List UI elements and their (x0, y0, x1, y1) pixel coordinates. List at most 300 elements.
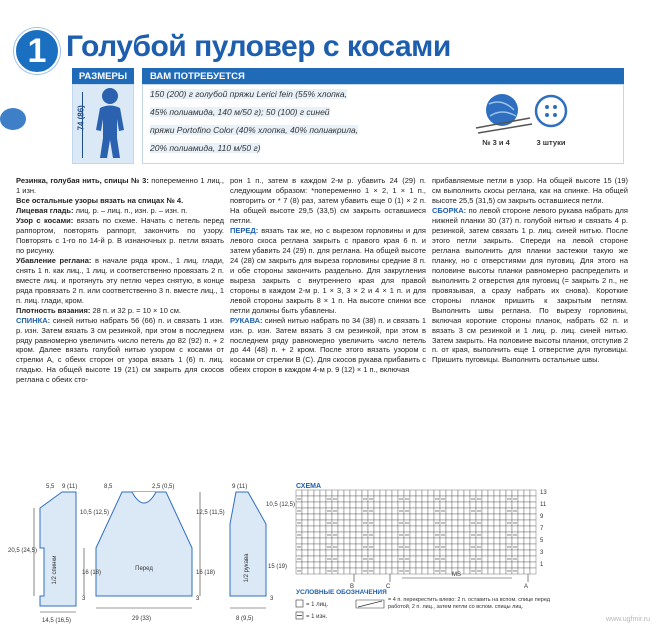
materials-label: ВАМ ПОТРЕБУЕТСЯ (142, 68, 624, 84)
schema-cell (524, 556, 530, 562)
schema-cell (500, 514, 506, 520)
schema-cell (452, 538, 458, 544)
schema-cell (386, 532, 392, 538)
schema-cell (338, 544, 344, 550)
schema-cell (320, 496, 326, 502)
schema-cell (320, 562, 326, 568)
schema-cell (464, 508, 470, 514)
schema-cell (386, 490, 392, 496)
schema-cell (356, 514, 362, 520)
schema-cell (332, 526, 338, 532)
schema-cell (386, 520, 392, 526)
schema-cell (470, 502, 476, 508)
schema-cell (326, 550, 332, 556)
schema-cell (464, 526, 470, 532)
schema-cell (338, 550, 344, 556)
schema-cell (518, 526, 524, 532)
smooth-text: лиц. р. – лиц. п., изн. р. – изн. п. (73, 205, 188, 215)
front-dim: 29 (33) (132, 616, 152, 622)
schema-cell (392, 526, 398, 532)
schema-cell (296, 502, 302, 508)
schema-cell (356, 496, 362, 502)
schema-cell (482, 562, 488, 568)
schema-cell (356, 490, 362, 496)
schema-cell (332, 514, 338, 520)
schema-cell (368, 514, 374, 520)
schema-cell (332, 490, 338, 496)
schema-cell (530, 520, 536, 526)
sleeve-dim: 3 (270, 596, 274, 602)
schema-cell (308, 544, 314, 550)
knitting-schema (292, 480, 560, 630)
schema-cell (524, 508, 530, 514)
schema-cell (392, 556, 398, 562)
schema-cell (320, 520, 326, 526)
schema-cell (416, 568, 422, 574)
schema-cell (338, 556, 344, 562)
schema-cell (326, 562, 332, 568)
needles-caption: № 3 и 4 (482, 138, 510, 147)
decrease-text: в начале ряда кром., 1 лиц. глади, снять 1 п. как лиц., 1 лиц. и соответственно провязать 2 п. вместе лиц. и протянуть эту петлю через снятую, в конце ряда провязать 2 п. или соответственно 3 п. вместе лиц., 1 п. лиц. глади, кром. (16, 255, 224, 305)
schema-cell (392, 544, 398, 550)
schema-cell (350, 502, 356, 508)
schema-cell (344, 526, 350, 532)
schema-cell (362, 538, 368, 544)
schema-cell (326, 502, 332, 508)
schema-cell (452, 544, 458, 550)
rib-title: Резинка, голубая нить, спицы № 3: (16, 176, 149, 185)
buttons-icon (534, 94, 568, 128)
schema-cell (356, 556, 362, 562)
schema-cell (446, 532, 452, 538)
schema-cell (314, 568, 320, 574)
schema-cell (476, 490, 482, 496)
schema-cell (344, 550, 350, 556)
schema-cell (314, 526, 320, 532)
schema-cell (398, 502, 404, 508)
schema-cell (518, 502, 524, 508)
sleeves-continued: прибавляемые петли в узор. На общей высоте 15 (19) см выполнить скосы реглана, как на спинке. На общей высоте 25,5 (31,5) см закрыть оставшиеся петли. (432, 176, 628, 205)
schema-cell (314, 520, 320, 526)
schema-cell (398, 514, 404, 520)
row-number: 11 (540, 502, 547, 508)
schema-cell (398, 538, 404, 544)
schema-cell (446, 496, 452, 502)
schema-cell (338, 502, 344, 508)
schema-cell (338, 514, 344, 520)
schema-cell (446, 556, 452, 562)
knit-symbol-icon (296, 600, 303, 607)
back-text: синей нитью набрать 56 (66) п. и связать 1 изн. р. изн. Затем вязать 3 см резинкой, при этом в последнем ряду равномерно увеличить число петель до 82 (92) п. + 2 кром. Далее вязать голубой нитью узором с косами от стрелки А, с обеих сторон от узора вязать 1 (6) п. лиц. гладью. На общей высоте 19 (21) см закрыть для скосов реглана с обеих сто- (16, 315, 224, 385)
schema-cell (422, 562, 428, 568)
schema-cell (476, 538, 482, 544)
schema-cell (464, 538, 470, 544)
schema-cell (518, 496, 524, 502)
schema-cell (410, 538, 416, 544)
front-dim: 16 (18) (196, 570, 216, 576)
schema-cell (494, 562, 500, 568)
schema-cell (404, 526, 410, 532)
schema-cell (356, 562, 362, 568)
sleeve-label: 1/2 рукава (244, 553, 250, 583)
schema-cell (296, 550, 302, 556)
schema-cell (374, 556, 380, 562)
schema-cell (350, 532, 356, 538)
schema-cell (302, 490, 308, 496)
schema-cell (452, 514, 458, 520)
legend-knit: = 1 лиц. (306, 602, 329, 608)
schema-cell (374, 544, 380, 550)
schema-cell (350, 508, 356, 514)
schema-cell (458, 496, 464, 502)
schema-cell (416, 556, 422, 562)
schema-cell (386, 502, 392, 508)
schema-cell (314, 556, 320, 562)
front-dim: 3 (196, 596, 200, 602)
schema-cell (386, 562, 392, 568)
schema-cell (428, 526, 434, 532)
schema-cell (500, 538, 506, 544)
schema-cell (464, 490, 470, 496)
schema-cell (368, 550, 374, 556)
schema-cell (344, 556, 350, 562)
schema-cell (494, 490, 500, 496)
schema-cell (524, 496, 530, 502)
schema-cell (332, 562, 338, 568)
schema-cell (506, 562, 512, 568)
schema-cell (368, 490, 374, 496)
schema-cell (314, 508, 320, 514)
schema-cell (308, 508, 314, 514)
schema-cell (380, 490, 386, 496)
schema-cell (308, 556, 314, 562)
schema-cell (314, 532, 320, 538)
sleeve-dim: 10,5 (12,5) (266, 502, 296, 508)
schema-cell (404, 514, 410, 520)
schema-cell (308, 538, 314, 544)
schema-title: СХЕМА (296, 483, 322, 490)
schema-cell (380, 496, 386, 502)
schema-cell (506, 550, 512, 556)
schema-cell (308, 496, 314, 502)
schema-cell (500, 508, 506, 514)
instructions-column-1 (16, 176, 224, 385)
schema-cell (392, 532, 398, 538)
back-title: СПИНКА: (16, 315, 51, 325)
schema-cell (380, 526, 386, 532)
front-title: ПЕРЕД: (230, 225, 259, 235)
schema-cell (356, 568, 362, 574)
front-label: Перед (135, 566, 153, 572)
schema-cell (350, 490, 356, 496)
schema-cell (464, 568, 470, 574)
schema-cell (374, 514, 380, 520)
schema-cell (296, 526, 302, 532)
schema-cell (440, 490, 446, 496)
schema-cell (428, 502, 434, 508)
schema-cell (386, 568, 392, 574)
schema-cell (410, 514, 416, 520)
schema-cell (464, 496, 470, 502)
schema-cell (410, 562, 416, 568)
schema-cell (314, 544, 320, 550)
schema-cell (464, 502, 470, 508)
schema-cell (320, 508, 326, 514)
size-value: 74 (86) (76, 105, 86, 131)
schema-cell (302, 496, 308, 502)
legend-purl: = 1 изн. (306, 614, 328, 620)
schema-cell (482, 508, 488, 514)
schema-cell (500, 568, 506, 574)
schema-cell (506, 538, 512, 544)
schema-cell (356, 532, 362, 538)
schema-cell (404, 502, 410, 508)
schema-cell (350, 520, 356, 526)
schema-cell (506, 490, 512, 496)
schema-cell (458, 520, 464, 526)
schema-cell (494, 544, 500, 550)
schema-cell (524, 550, 530, 556)
schema-cell (374, 526, 380, 532)
schema-cell (428, 544, 434, 550)
schema-cell (416, 538, 422, 544)
schema-cell (518, 568, 524, 574)
schema-cell (302, 568, 308, 574)
schema-cell (374, 496, 380, 502)
row-number: 9 (540, 514, 544, 520)
schema-cell (446, 562, 452, 568)
schema-cell (428, 508, 434, 514)
density-title: Плотность вязания: (16, 305, 91, 315)
buttons-caption: 3 штуки (536, 138, 566, 147)
schema-cell (350, 562, 356, 568)
schema-cell (404, 490, 410, 496)
schema-cell (452, 562, 458, 568)
schema-cell (302, 544, 308, 550)
material-line-4: 20% полиамида, 110 м/50 г) (150, 143, 261, 153)
schema-cell (308, 532, 314, 538)
schema-cell (434, 502, 440, 508)
schema-cell (320, 556, 326, 562)
schema-cell (464, 556, 470, 562)
schema-cell (476, 526, 482, 532)
schema-cell (530, 526, 536, 532)
schema-cell (506, 526, 512, 532)
schema-cell (530, 508, 536, 514)
schema-cell (338, 520, 344, 526)
schema-cell (302, 538, 308, 544)
back-dim: 16 (18) (82, 570, 102, 576)
schema-cell (374, 508, 380, 514)
schema-cell (386, 526, 392, 532)
schema-cell (452, 526, 458, 532)
schema-cell (416, 526, 422, 532)
schema-cell (344, 490, 350, 496)
back-continued: рон 1 п., затем в каждом 2-м р. убавить 24 (29) п. следующим образом: *попеременно 1 × 2, 1 × 1 п., повторить от * 7 (8) раз, затем убавить еще 0 (1) × 2 п. На общей высоте 29,5 (33,5) см закрыть оставшиеся петли. (230, 176, 426, 225)
schema-cell (368, 526, 374, 532)
schema-cell (512, 550, 518, 556)
schema-cell (518, 550, 524, 556)
row-number: 13 (540, 490, 547, 496)
schema-cell (362, 514, 368, 520)
schema-cell (422, 550, 428, 556)
schema-cell (308, 568, 314, 574)
schema-cell (416, 550, 422, 556)
schema-cell (326, 526, 332, 532)
schema-cell (416, 544, 422, 550)
schema-cell (482, 514, 488, 520)
schema-cell (380, 550, 386, 556)
schema-cell (344, 544, 350, 550)
schema-cell (446, 490, 452, 496)
smooth-title: Лицевая гладь: (16, 205, 74, 215)
back-dim: 5,5 (46, 484, 55, 490)
schema-cell (494, 550, 500, 556)
schema-cell (308, 526, 314, 532)
schema-cell (344, 538, 350, 544)
schema-cell (410, 544, 416, 550)
schema-cell (482, 526, 488, 532)
schema-cell (380, 508, 386, 514)
schema-cell (452, 490, 458, 496)
schema-cell (518, 538, 524, 544)
schema-cell (410, 556, 416, 562)
back-label: 1/2 спинки (52, 555, 58, 585)
schema-cell (524, 568, 530, 574)
schema-cell (374, 550, 380, 556)
schema-cell (302, 502, 308, 508)
schema-cell (338, 568, 344, 574)
schema-cell (392, 550, 398, 556)
schema-cell (296, 562, 302, 568)
marker-a: A (524, 584, 529, 590)
schema-cell (518, 508, 524, 514)
back-dim: 20,5 (24,5) (8, 548, 38, 554)
schema-cell (470, 538, 476, 544)
schema-cell (302, 514, 308, 520)
schema-cell (428, 556, 434, 562)
schema-cell (422, 490, 428, 496)
row-number: 1 (540, 562, 544, 568)
schema-cell (494, 538, 500, 544)
schema-cell (374, 538, 380, 544)
schema-cell (362, 526, 368, 532)
schema-cell (326, 514, 332, 520)
schema-cell (398, 490, 404, 496)
schema-cell (410, 520, 416, 526)
schema-cell (494, 556, 500, 562)
schema-cell (464, 544, 470, 550)
schema-cell (344, 568, 350, 574)
schema-cell (506, 514, 512, 520)
schema-cell (488, 514, 494, 520)
sleeve-dim: 8 (9,5) (236, 616, 254, 622)
schema-cell (350, 568, 356, 574)
schema-cell (500, 502, 506, 508)
cable-title: Узор с косами: (16, 215, 74, 225)
schema-cell (440, 514, 446, 520)
schema-cell (524, 562, 530, 568)
schema-cell (488, 538, 494, 544)
schema-cell (308, 514, 314, 520)
schema-cell (500, 556, 506, 562)
schema-cell (458, 544, 464, 550)
schema-cell (518, 544, 524, 550)
schema-cell (524, 538, 530, 544)
schema-cell (488, 544, 494, 550)
schema-cell (314, 502, 320, 508)
schema-cell (296, 514, 302, 520)
schema-cell (392, 562, 398, 568)
schema-cell (518, 490, 524, 496)
schema-cell (446, 514, 452, 520)
schema-cell (338, 490, 344, 496)
schema-cell (356, 502, 362, 508)
schema-cell (344, 502, 350, 508)
instructions-column-2 (230, 176, 426, 375)
schema-cell (362, 490, 368, 496)
schema-cell (524, 490, 530, 496)
schema-cell (500, 520, 506, 526)
schema-cell (308, 562, 314, 568)
schema-cell (308, 490, 314, 496)
schema-cell (530, 562, 536, 568)
schema-cell (392, 502, 398, 508)
schema-cell (344, 562, 350, 568)
schema-cell (392, 520, 398, 526)
yarn-and-needles-icon (472, 88, 534, 136)
schema-cell (356, 538, 362, 544)
schema-cell (332, 502, 338, 508)
schema-cell (416, 490, 422, 496)
schema-cell (494, 520, 500, 526)
back-half-shape (40, 492, 76, 606)
schema-cell (512, 538, 518, 544)
schema-cell (422, 526, 428, 532)
schema-cell (350, 550, 356, 556)
schema-cell (470, 550, 476, 556)
schema-cell (458, 502, 464, 508)
decrease-title: Убавление реглана: (16, 255, 92, 265)
schema-cell (338, 538, 344, 544)
schema-cell (320, 538, 326, 544)
schema-cell (416, 508, 422, 514)
schema-cell (464, 514, 470, 520)
schema-cell (410, 508, 416, 514)
schema-cell (524, 502, 530, 508)
schema-cell (512, 490, 518, 496)
schema-cell (494, 526, 500, 532)
rib-text: попеременно 1 лиц., 1 изн. (16, 176, 224, 195)
schema-cell (512, 502, 518, 508)
schema-cell (374, 532, 380, 538)
schema-cell (440, 526, 446, 532)
schema-cell (368, 538, 374, 544)
schema-cell (506, 502, 512, 508)
schema-cell (488, 490, 494, 496)
schema-cell (386, 514, 392, 520)
schema-cell (530, 514, 536, 520)
schema-cell (488, 508, 494, 514)
schema-cell (458, 562, 464, 568)
schema-cell (452, 550, 458, 556)
schema-cell (410, 550, 416, 556)
schema-cell (386, 538, 392, 544)
schema-cell (500, 550, 506, 556)
schema-cell (446, 520, 452, 526)
schema-cell (452, 532, 458, 538)
schema-cell (368, 562, 374, 568)
